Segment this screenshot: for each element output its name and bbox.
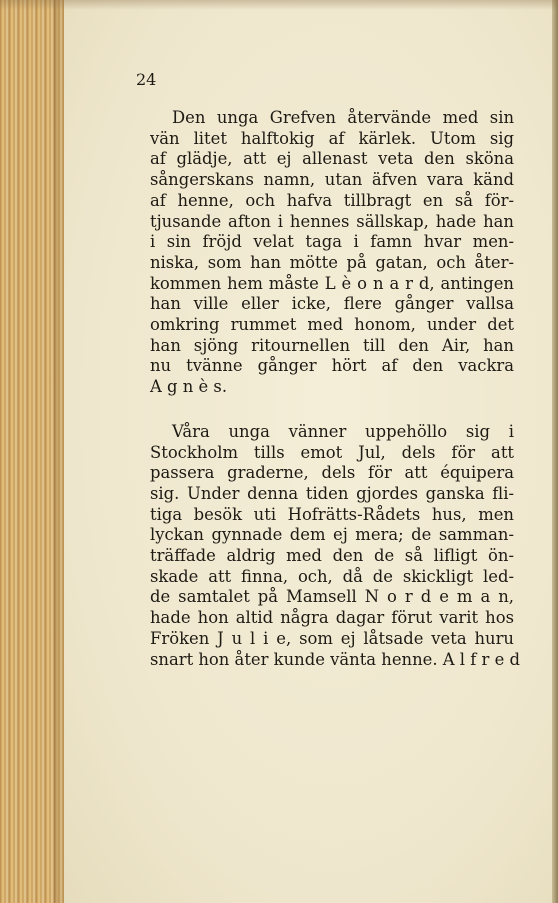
top-shadow	[0, 0, 558, 10]
text-line: passera graderne, dels för att équipera	[150, 463, 514, 483]
text-line: nu tvänne gånger hört af den vackra	[150, 356, 514, 376]
text-line: träffade aldrig med den de så lifligt ön-	[150, 546, 514, 566]
page-number: 24	[136, 70, 157, 89]
text-line: hade hon altid några dagar förut varit hos	[150, 608, 514, 628]
text-line: Våra unga vänner uppehöllo sig i	[172, 421, 514, 441]
text-line: sångerskans namn, utan äfven vara känd	[150, 170, 514, 190]
text-line: skade att finna, och, då de skickligt led-	[150, 566, 514, 586]
text-line: tjusande afton i hennes sällskap, hade han	[150, 211, 514, 231]
text-line: niska, som han mötte på gatan, och åter-	[150, 252, 514, 272]
text-line: tiga besök uti Hofrätts-Rådets hus, men	[150, 504, 514, 524]
text-line: han ville eller icke, flere gånger vallsa	[150, 294, 514, 314]
text-line: han sjöng ritournellen till den Air, han	[150, 335, 514, 355]
text-line: snart hon åter kunde vänta henne. A l f r e d	[150, 649, 520, 669]
text-line: Den unga Grefven återvände med sin	[172, 108, 514, 127]
text-line: Stockholm tills emot Jul, dels för att	[150, 442, 514, 462]
text-line: omkring rummet med honom, under det	[150, 315, 514, 335]
text-line: lyckan gynnade dem ej mera; de samman-	[150, 525, 514, 545]
text-line: sig. Under denna tiden gjordes ganska fli-	[150, 483, 514, 503]
text-line: af glädje, att ej allenast veta den sköna	[150, 149, 514, 169]
binding-edge	[552, 0, 558, 903]
text-line: kommen hem måste L è o n a r d, antingen	[150, 273, 514, 293]
text-line: A g n è s.	[150, 377, 228, 397]
text-line: af henne, och hafva tillbragt en så för-	[150, 190, 514, 210]
text-line: de samtalet på Mamsell N o r d e m a n,	[150, 587, 514, 607]
text-line: i sin fröjd velat taga i famn hvar men-	[150, 232, 514, 252]
text-line: vän litet halftokig af kärlek. Utom sig	[150, 128, 514, 148]
paragraph-2	[86, 421, 520, 670]
page-text-block	[86, 70, 520, 670]
paragraph-1	[86, 108, 514, 398]
book-page-stack-edge	[0, 0, 64, 903]
paragraph-gap	[86, 398, 514, 422]
text-line: Fröken J u l i e, som ej låtsade veta huru	[150, 628, 514, 648]
